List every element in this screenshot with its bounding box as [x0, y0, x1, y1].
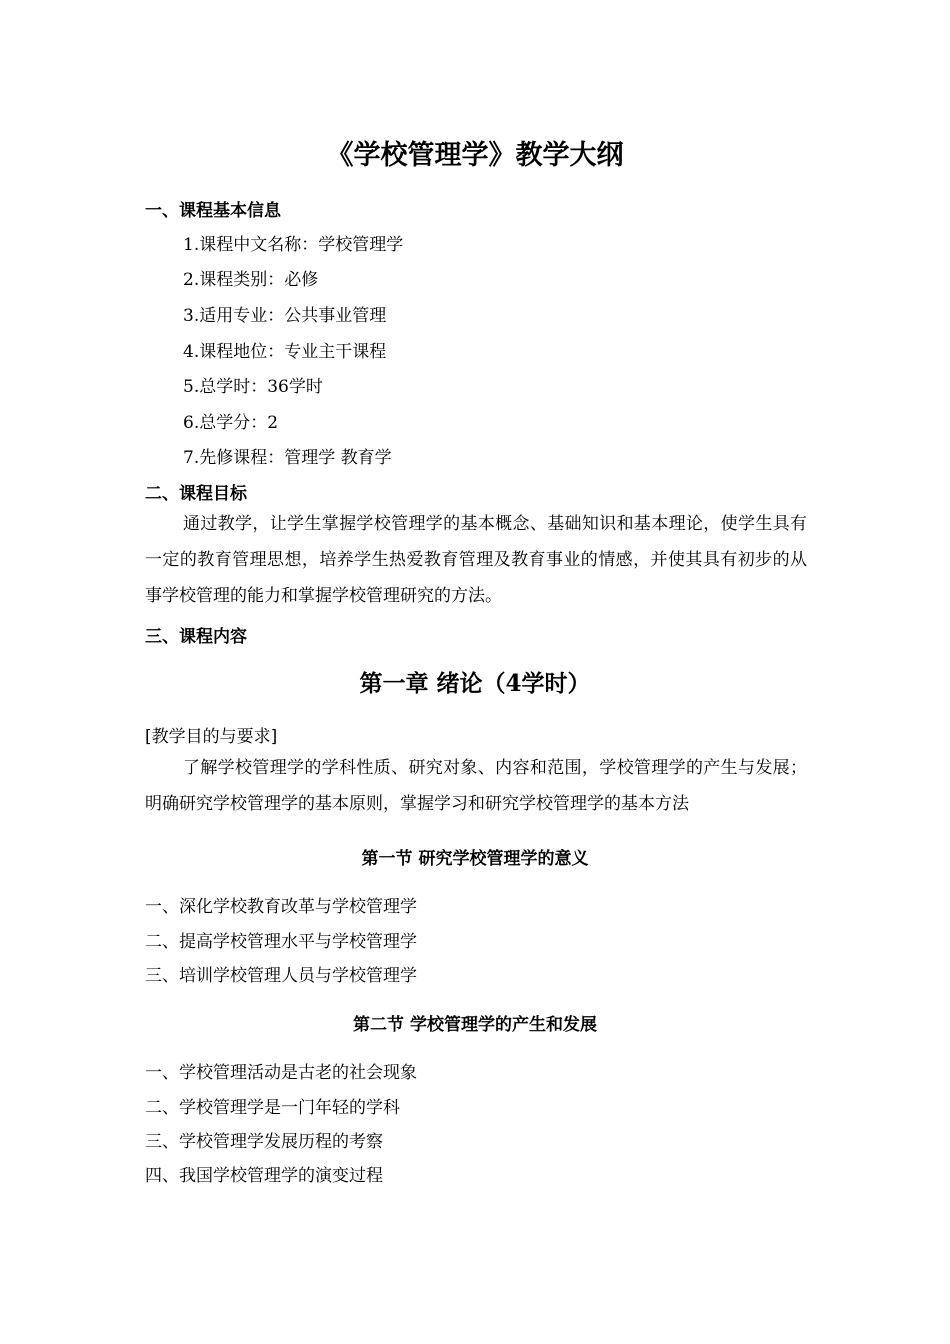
objectives-paragraph: 通过教学，让学生掌握学校管理学的基本概念、基础知识和基本理论，使学生具有一定的教育管理思想，培养学生热爱教育管理及教育事业的情感，并使其具有初步的从事学校管理的能力和掌握学校管理研究的方法。	[145, 514, 807, 606]
requirements-label: [教学目的与要求]	[145, 727, 278, 747]
info-item: 3.适用专业：公共事业管理	[183, 306, 387, 326]
section-heading-basic-info: 一、课程基本信息	[145, 201, 281, 221]
info-item: 6.总学分：2	[183, 413, 279, 433]
outline-item: 三、培训学校管理人员与学校管理学	[145, 966, 417, 986]
outline-item: 二、学校管理学是一门年轻的学科	[145, 1098, 400, 1118]
info-item: 5.总学时：36学时	[183, 377, 323, 397]
document-title: 《学校管理学》教学大纲	[326, 140, 624, 171]
section-title: 第一节 研究学校管理学的意义	[361, 849, 589, 869]
section-title: 第二节 学校管理学的产生和发展	[353, 1015, 597, 1035]
chapter-title: 第一章 绪论（4学时）	[359, 670, 591, 697]
outline-item: 四、我国学校管理学的演变过程	[145, 1166, 383, 1186]
info-item: 4.课程地位：专业主干课程	[183, 342, 387, 362]
info-item: 7.先修课程：管理学 教育学	[183, 448, 392, 468]
info-item: 1.课程中文名称：学校管理学	[183, 235, 404, 255]
outline-item: 三、学校管理学发展历程的考察	[145, 1132, 383, 1152]
section-heading-content: 三、课程内容	[145, 627, 247, 647]
outline-item: 一、深化学校教育改革与学校管理学	[145, 897, 417, 917]
outline-item: 二、提高学校管理水平与学校管理学	[145, 932, 417, 952]
info-item: 2.课程类别：必修	[183, 270, 319, 290]
section-heading-objectives: 二、课程目标	[145, 484, 247, 504]
requirements-paragraph: 了解学校管理学的学科性质、研究对象、内容和范围，学校管理学的产生与发展；明确研究学校管理学的基本原则，掌握学习和研究学校管理学的基本方法	[145, 758, 807, 814]
outline-item: 一、学校管理活动是古老的社会现象	[145, 1063, 417, 1083]
